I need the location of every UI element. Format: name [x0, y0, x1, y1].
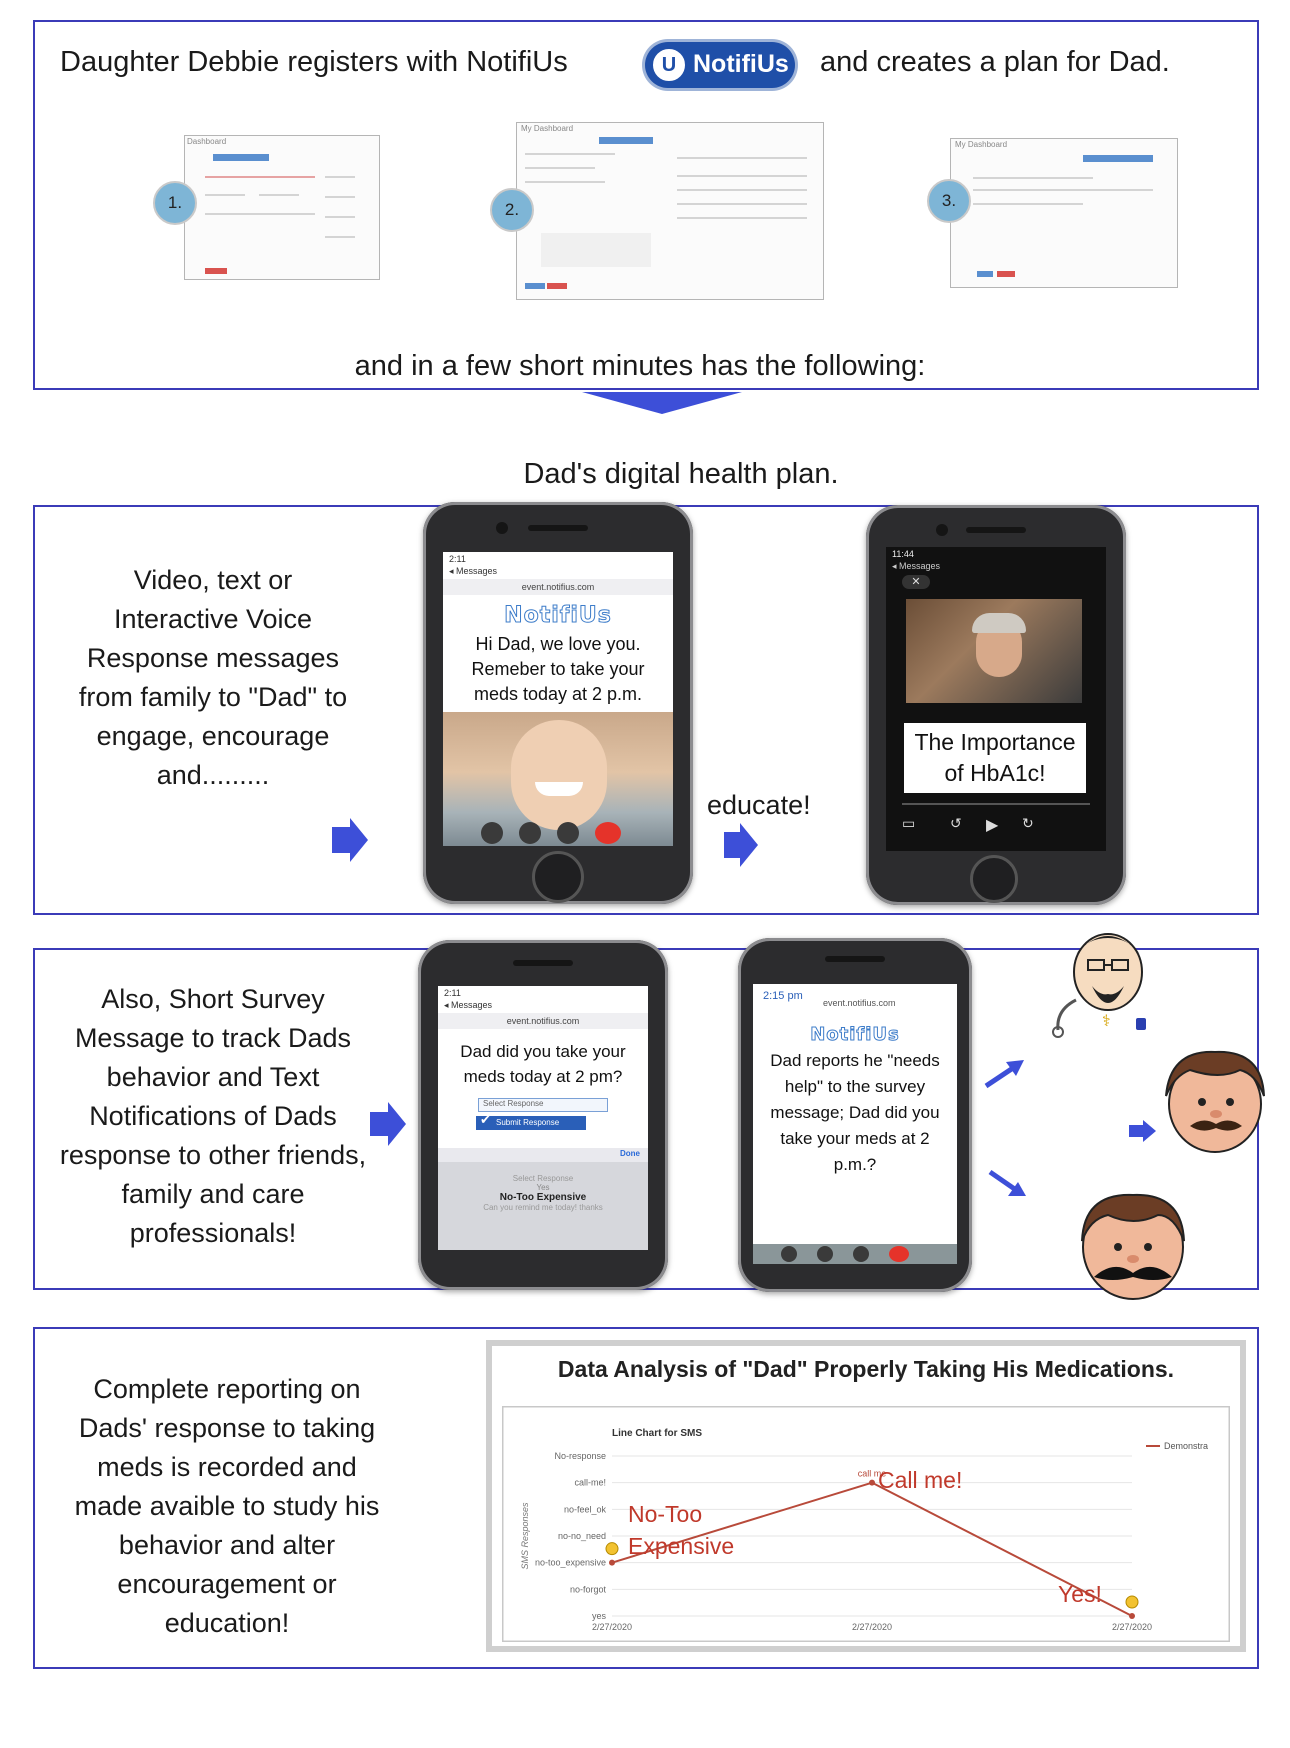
status-time-4: 2:15 pm — [763, 990, 803, 1002]
svg-text:⚕: ⚕ — [1102, 1011, 1111, 1030]
arrow-to-friend-head — [1143, 1120, 1156, 1142]
step-1-badge: 1. — [153, 181, 197, 225]
video-message-text: Hi Dad, we love you. Remeber to take your meds today at 2 p.m. — [471, 634, 645, 704]
arrow-to-family-icon — [990, 1172, 1016, 1190]
status-time: 2:11 — [449, 554, 466, 564]
back-link-3[interactable]: ◂ Messages — [444, 1000, 493, 1010]
y-tick-label: no-forgot — [569, 1584, 606, 1595]
line-chart — [502, 1406, 1230, 1642]
doctor-avatar — [1036, 920, 1166, 1040]
picker-done[interactable]: Done — [620, 1149, 640, 1158]
status-time-2: 11:44 — [892, 549, 914, 559]
back-link-2[interactable]: ◂ Messages — [892, 561, 941, 571]
data-point — [1129, 1613, 1135, 1619]
data-point — [609, 1560, 615, 1566]
right-arrow-icon — [332, 827, 350, 853]
logo-text: NotifiUs — [693, 50, 789, 78]
survey-question: Dad did you take your meds today at 2 pm? — [460, 1042, 626, 1086]
right-arrow-head-2 — [740, 823, 758, 867]
picker-wheel[interactable] — [438, 1162, 648, 1250]
annotation-yes: Yes! — [1058, 1581, 1102, 1607]
messages-description: Video, text or Interactive Voice Response messages from family to "Dad" to engage, encourage and......... — [78, 565, 348, 790]
video-caption: The Importance of HbA1c! — [904, 723, 1086, 793]
friend-avatar — [1160, 1040, 1270, 1160]
picker-toolbar — [438, 1148, 648, 1162]
url-bar-4[interactable]: event.notifius.com — [823, 998, 896, 1008]
phone-screen-3 — [438, 986, 648, 1250]
annotation-call-me: Call me! — [878, 1467, 963, 1493]
recipient-arrows — [980, 1050, 1040, 1200]
y-tick-label: no-too_expensive — [534, 1557, 606, 1568]
phone-screen — [443, 552, 673, 846]
notifius-wordmark-2: NotifiUs — [810, 1024, 900, 1045]
survey-description: Also, Short Survey Message to track Dads behavior and Text Notifications of Dads response to other friends, family and care professionals! — [59, 984, 367, 1248]
check-icon: ✔ — [480, 1112, 491, 1127]
call-controls — [443, 818, 673, 846]
right-arrow-icon-3 — [370, 1112, 388, 1136]
family-avatar — [1068, 1185, 1198, 1303]
arrow-to-friend-icon — [1129, 1125, 1143, 1137]
forward-icon[interactable]: ↻ — [1022, 815, 1034, 831]
rewind-icon[interactable]: ↺ — [950, 815, 962, 831]
data-point — [869, 1480, 875, 1486]
y-tick-label: No-response — [554, 1451, 606, 1461]
response-select[interactable]: Select Response — [478, 1098, 608, 1112]
x-tick-label: 2/27/2020 — [851, 1622, 893, 1632]
y-tick-label: no-feel_ok — [563, 1504, 606, 1515]
notification-message: Dad reports he "needs help" to the survey message; Dad did you take your meds at 2 p.m.? — [770, 1051, 940, 1174]
video-thumbnail — [906, 599, 1082, 703]
phone-notification — [738, 938, 972, 1292]
plan-title: Dad's digital health plan. — [523, 458, 839, 490]
status-time-3: 2:11 — [444, 988, 461, 998]
x-tick-label: 2/27/2020 — [591, 1622, 633, 1632]
video-progress[interactable] — [902, 803, 1090, 805]
home-button-2[interactable] — [970, 855, 1018, 903]
step-2-badge: 2. — [490, 188, 534, 232]
mute-icon[interactable] — [817, 1246, 833, 1262]
video-close-icon[interactable]: ✕ — [902, 575, 930, 589]
face-shape — [511, 720, 607, 830]
phone-education-video — [866, 505, 1126, 905]
dashboard-screenshot-1: Dashboard — [184, 135, 380, 280]
right-arrow-icon-2 — [724, 832, 740, 858]
call-controls-2 — [753, 1244, 957, 1264]
phone-screen-2 — [886, 547, 1106, 851]
picker-option[interactable]: Can you remind me today! thanks — [483, 1203, 603, 1212]
notifius-logo — [645, 42, 795, 88]
legend-label: Demonstra — [1164, 1441, 1209, 1451]
url-bar-3[interactable]: event.notifius.com — [438, 1013, 648, 1029]
url-bar[interactable]: event.notifius.com — [443, 579, 673, 595]
right-arrow-head-3 — [388, 1102, 406, 1146]
emoji-marker-start — [606, 1543, 618, 1555]
chart-title: Data Analysis of "Dad" Properly Taking His Medications. — [557, 1356, 1175, 1382]
intro-left-text: Daughter Debbie registers with NotifiUs — [60, 46, 568, 78]
x-tick-label: 2/27/2020 — [1111, 1622, 1153, 1632]
mute-icon[interactable] — [519, 822, 541, 844]
end-call-icon[interactable] — [889, 1246, 909, 1262]
chart-subtitle: Line Chart for SMS — [612, 1428, 703, 1439]
add-contact-icon[interactable] — [481, 822, 503, 844]
emoji-marker-end — [1126, 1596, 1138, 1608]
camera-icon[interactable] — [853, 1246, 869, 1262]
intro-right-text: and creates a plan for Dad. — [820, 46, 1170, 78]
phone-survey — [418, 940, 668, 1290]
back-link[interactable]: ◂ Messages — [449, 566, 498, 576]
airplay-icon[interactable]: ▭ — [902, 815, 916, 831]
educate-label: educate! — [707, 790, 811, 820]
chart-frame — [502, 1406, 1230, 1642]
add-contact-icon[interactable] — [781, 1246, 797, 1262]
y-axis-title: SMS Responses — [520, 1502, 530, 1570]
picker-option[interactable]: Yes — [536, 1183, 550, 1192]
annotation-no-too: No-Too — [628, 1501, 703, 1527]
down-arrow-icon — [582, 392, 742, 414]
annotation-expensive: Expensive — [628, 1533, 735, 1559]
step-3-badge: 3. — [927, 179, 971, 223]
summary-text: and in a few short minutes has the following: — [354, 350, 926, 382]
submit-response-button[interactable] — [476, 1112, 586, 1130]
dashboard-screenshot-2: My Dashboard — [516, 122, 824, 300]
right-arrow-head — [350, 818, 368, 862]
y-tick-label: yes — [591, 1611, 606, 1621]
camera-icon[interactable] — [557, 822, 579, 844]
dashboard-screenshot-3: My Dashboard — [950, 138, 1178, 288]
point-label: call me — [857, 1468, 887, 1479]
submit-label: Submit Response — [496, 1118, 560, 1127]
phone-screen-4 — [753, 984, 957, 1264]
logo-u-icon: U — [651, 47, 687, 83]
y-tick-label: no-no_need — [557, 1531, 606, 1541]
notifius-wordmark: NotifiUs — [504, 603, 612, 628]
phone-video-message — [423, 502, 693, 904]
report-description: Complete reporting on Dads' response to taking meds is recorded and made avaible to study his behavior and alter encouragement or education! — [74, 1374, 380, 1638]
home-button[interactable] — [532, 851, 584, 903]
picker-option[interactable]: Select Response — [512, 1174, 574, 1183]
picker-option-selected[interactable]: No-Too Expensive — [499, 1192, 587, 1203]
end-call-icon[interactable] — [595, 822, 621, 844]
y-tick-label: call-me! — [574, 1477, 606, 1488]
play-controls — [902, 815, 1090, 837]
play-icon[interactable]: ▶ — [986, 817, 999, 834]
